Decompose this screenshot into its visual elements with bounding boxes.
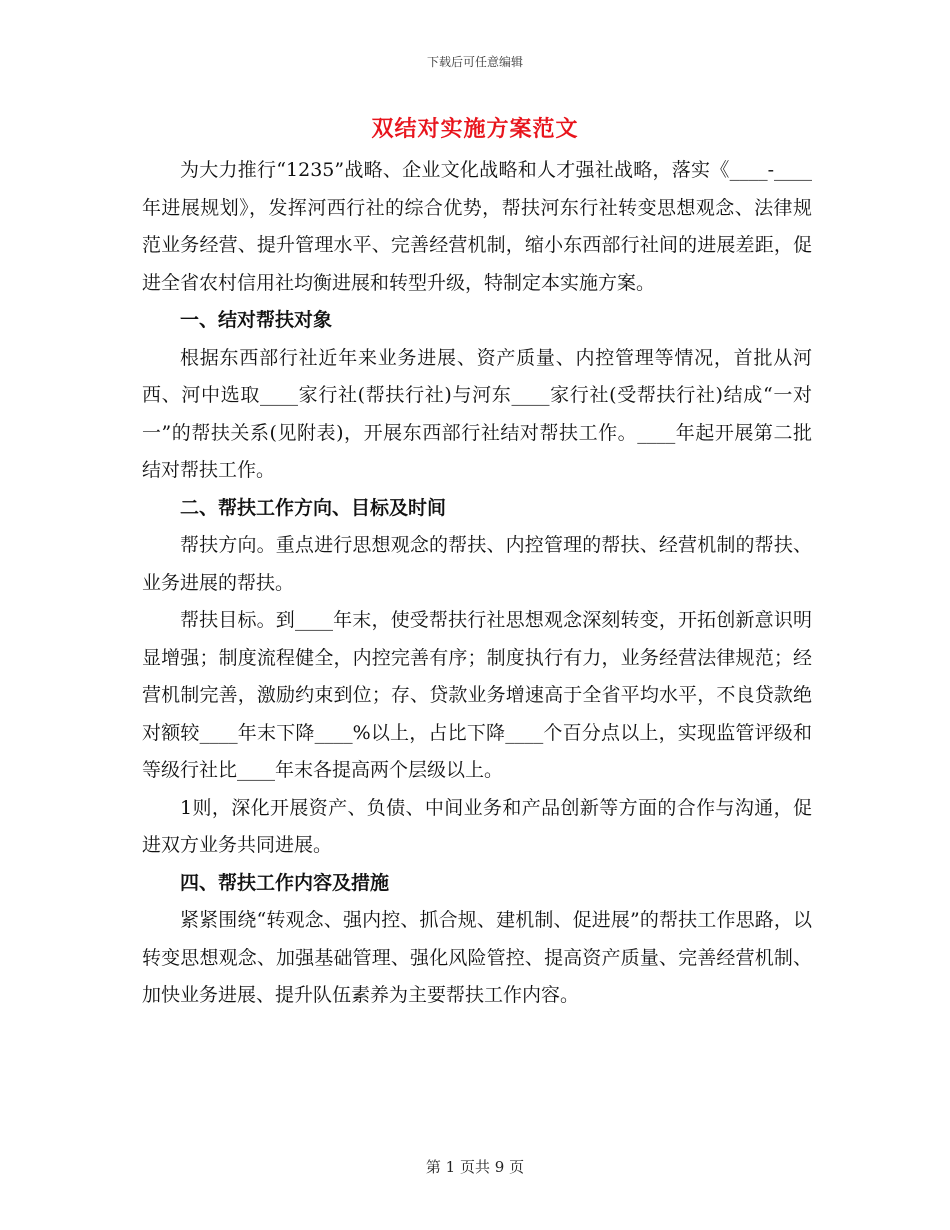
section-heading-2: 二、帮扶工作方向、目标及时间 xyxy=(180,496,447,519)
section-heading-1: 一、结对帮扶对象 xyxy=(180,309,333,331)
intro-paragraph: 为大力推行“1235”战略、企业文化战略和人才强社战略，落实《____-____年进展规划》，发挥河西行社的综合优势，帮扶河东行社转变思想观念、法律规范业务经营、提升管理水平、完善经营机制，缩小东西部行社间的进展差距，促进全省农村信用社均衡进展和转型升级，特制定本实施方案。 xyxy=(142,159,812,294)
section-1-paragraph: 根据东西部行社近年来业务进展、资产质量、内控管理等情况，首批从河西、河中选取____家行社(帮扶行社)与河东____家行社(受帮扶行社)结成“一对一”的帮扶关系(见附表)，开展东西部行社结对帮扶工作。____年起开展第二批结对帮扶工作。 xyxy=(142,346,812,481)
document-body xyxy=(142,152,812,1015)
page-number: 第 1 页共 9 页 xyxy=(425,1158,525,1176)
page-header: 下载后可任意编辑 xyxy=(426,55,523,69)
section-heading-4: 四、帮扶工作内容及措施 xyxy=(180,871,390,894)
goal-paragraph: 帮扶目标。到____年末，使受帮扶行社思想观念深刻转变，开拓创新意识明显增强；制度流程健全，内控完善有序；制度执行有力，业务经营法律规范；经营机制完善，激励约束到位；存、贷款业务增速高于全省平均水平，不良贷款绝对额较____年末下降____%以上，占比下降____个百分点以上，实现监管评级和等级行社比____年末各提高两个层级以上。 xyxy=(142,609,812,781)
direction-paragraph: 帮扶方向。重点进行思想观念的帮扶、内控管理的帮扶、经营机制的帮扶、业务进展的帮扶。 xyxy=(142,534,812,594)
section-4-paragraph: 紧紧围绕“转观念、强内控、抓合规、建机制、促进展”的帮扶工作思路，以转变思想观念、加强基础管理、强化风险管控、提高资产质量、完善经营机制、加快业务进展、提升队伍素养为主要帮扶工作内容。 xyxy=(142,909,812,1006)
cooperation-paragraph: 1则，深化开展资产、负债、中间业务和产品创新等方面的合作与沟通，促进双方业务共同进展。 xyxy=(142,796,812,856)
document-title: 双结对实施方案范文 xyxy=(371,116,579,142)
